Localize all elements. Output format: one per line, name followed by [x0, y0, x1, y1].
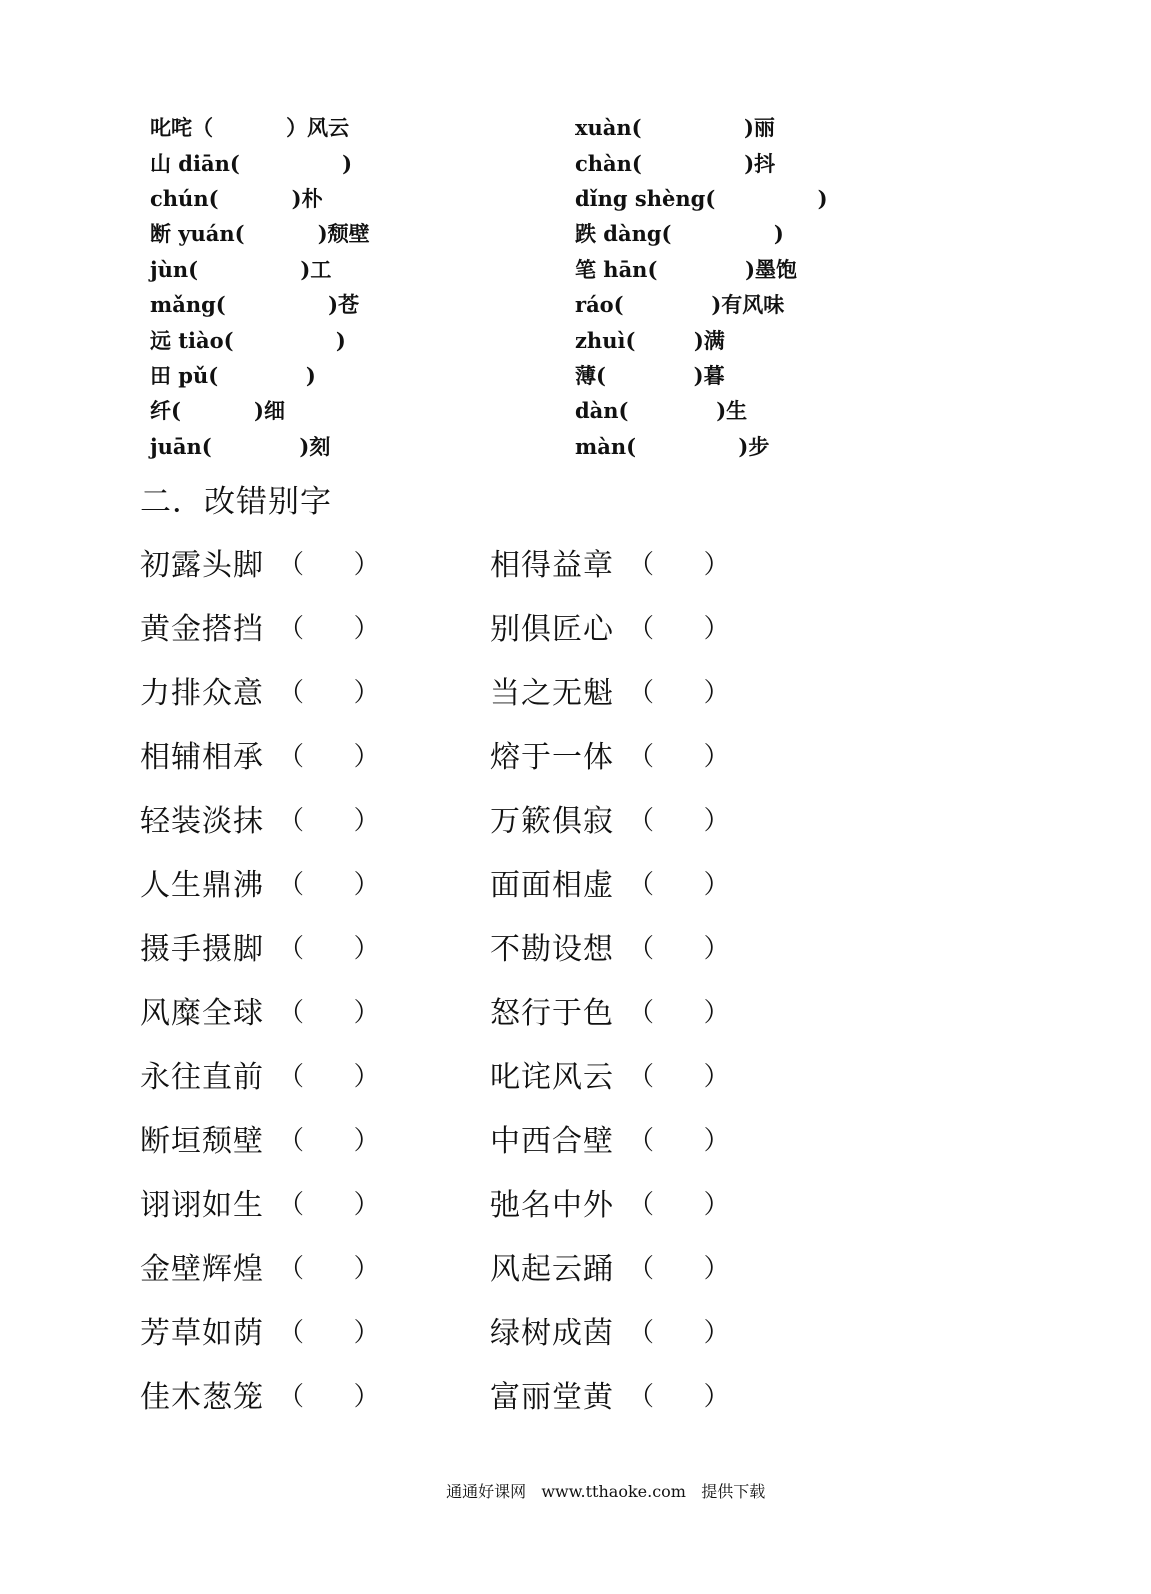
idiom-item: [140, 1308, 490, 1352]
pinyin-item: 薄( )暮: [575, 362, 725, 388]
idiom-text: 弛名中外: [490, 1188, 614, 1223]
idiom-text: 别俱匠心: [490, 612, 614, 647]
idiom-item: [490, 1244, 840, 1288]
answer-blank: （ ）: [628, 677, 730, 708]
idiom-item: [490, 1180, 840, 1224]
answer-blank: （ ）: [278, 1317, 380, 1348]
idiom-text: 永往直前: [140, 1060, 264, 1095]
idiom-row: [140, 1106, 840, 1170]
pinyin-item: màn( )步: [575, 433, 770, 459]
answer-blank: （ ）: [628, 933, 730, 964]
idiom-text: 叱诧风云: [490, 1060, 614, 1095]
answer-blank: （ ）: [278, 1061, 380, 1092]
idiom-item: [140, 924, 490, 968]
pinyin-item: 远 tiào( ): [150, 327, 346, 353]
idiom-item: [140, 1372, 490, 1416]
idiom-item: [490, 1372, 840, 1416]
answer-blank: （ ）: [628, 741, 730, 772]
idiom-row: [140, 978, 840, 1042]
pinyin-row: [150, 145, 910, 180]
answer-blank: （ ）: [278, 677, 380, 708]
idiom-row: [140, 530, 840, 594]
idiom-correction-grid: [140, 530, 840, 1426]
idiom-row: [140, 1170, 840, 1234]
pinyin-item: ráo( )有风味: [575, 292, 785, 318]
answer-blank: （ ）: [278, 613, 380, 644]
idiom-row: [140, 786, 840, 850]
answer-blank: （ ）: [628, 1061, 730, 1092]
idiom-item: [140, 604, 490, 648]
idiom-row: [140, 850, 840, 914]
idiom-row: [140, 914, 840, 978]
idiom-text: 佳木葱笼: [140, 1380, 264, 1415]
pinyin-item: 叱咤（ ）风云: [150, 115, 350, 141]
idiom-text: 金壁辉煌: [140, 1252, 264, 1287]
idiom-text: 熔于一体: [490, 740, 614, 775]
idiom-text: 面面相虚: [490, 868, 614, 903]
idiom-item: [490, 924, 840, 968]
answer-blank: （ ）: [278, 1381, 380, 1412]
answer-blank: （ ）: [278, 1189, 380, 1220]
pinyin-row: [150, 287, 910, 322]
idiom-item: [140, 860, 490, 904]
answer-blank: （ ）: [628, 805, 730, 836]
answer-blank: （ ）: [278, 805, 380, 836]
answer-blank: （ ）: [278, 1125, 380, 1156]
pinyin-item: chàn( )抖: [575, 150, 776, 176]
idiom-text: 人生鼎沸: [140, 868, 264, 903]
idiom-text: 力排众意: [140, 676, 264, 711]
idiom-text: 中西合壁: [490, 1124, 614, 1159]
idiom-item: [490, 860, 840, 904]
idiom-item: [140, 796, 490, 840]
pinyin-item: 山 diān( ): [150, 150, 353, 176]
idiom-item: [140, 1116, 490, 1160]
footer: [0, 1460, 1151, 1521]
idiom-text: 摄手摄脚: [140, 932, 264, 967]
idiom-item: [490, 732, 840, 776]
idiom-text: 断垣颓壁: [140, 1124, 264, 1159]
idiom-item: [140, 732, 490, 776]
idiom-text: 黄金搭挡: [140, 612, 264, 647]
pinyin-item: jùn( )工: [150, 256, 332, 282]
section-title-correction: 二．改错别字: [140, 484, 332, 520]
answer-blank: （ ）: [628, 869, 730, 900]
pinyin-row: [150, 110, 910, 145]
idiom-text: 不勘设想: [490, 932, 614, 967]
idiom-item: [140, 540, 490, 584]
idiom-item: [140, 1244, 490, 1288]
idiom-item: [490, 668, 840, 712]
answer-blank: （ ）: [628, 1317, 730, 1348]
idiom-row: [140, 1042, 840, 1106]
pinyin-row: [150, 429, 910, 464]
pinyin-item: 田 pǔ( ): [150, 362, 316, 388]
idiom-item: [490, 988, 840, 1032]
idiom-item: [490, 1116, 840, 1160]
idiom-text: 绿树成茵: [490, 1316, 614, 1351]
idiom-text: 轻装淡抹: [140, 804, 264, 839]
idiom-item: [140, 668, 490, 712]
idiom-text: 相辅相承: [140, 740, 264, 775]
idiom-item: [490, 604, 840, 648]
answer-blank: （ ）: [278, 549, 380, 580]
pinyin-item: mǎng( )苍: [150, 292, 360, 318]
idiom-row: [140, 722, 840, 786]
idiom-item: [490, 1308, 840, 1352]
idiom-text: 芳草如荫: [140, 1316, 264, 1351]
pinyin-item: xuàn( )丽: [575, 115, 775, 141]
pinyin-row: [150, 216, 910, 251]
answer-blank: （ ）: [278, 869, 380, 900]
idiom-text: 初露头脚: [140, 548, 264, 583]
pinyin-row: [150, 393, 910, 428]
answer-blank: （ ）: [628, 549, 730, 580]
pinyin-row: [150, 181, 910, 216]
idiom-item: [490, 796, 840, 840]
idiom-item: [140, 1052, 490, 1096]
pinyin-item: chún( )朴: [150, 185, 323, 211]
idiom-row: [140, 594, 840, 658]
pinyin-item: 跌 dàng( ): [575, 221, 784, 247]
pinyin-item: zhuì( )满: [575, 327, 725, 353]
idiom-row: [140, 1362, 840, 1426]
pinyin-item: 纤( )细: [150, 398, 285, 424]
answer-blank: （ ）: [628, 613, 730, 644]
pinyin-row: [150, 322, 910, 357]
pinyin-item: 断 yuán( )颓壁: [150, 221, 370, 247]
idiom-item: [490, 1052, 840, 1096]
answer-blank: （ ）: [628, 1381, 730, 1412]
pinyin-item: 笔 hān( )墨饱: [575, 256, 798, 282]
answer-blank: （ ）: [278, 933, 380, 964]
idiom-text: 当之无魁: [490, 676, 614, 711]
idiom-text: 诩诩如生: [140, 1188, 264, 1223]
pinyin-fill-grid: [150, 110, 910, 464]
idiom-row: [140, 1234, 840, 1298]
idiom-item: [490, 540, 840, 584]
answer-blank: （ ）: [628, 997, 730, 1028]
idiom-item: [140, 988, 490, 1032]
idiom-text: 相得益章: [490, 548, 614, 583]
pinyin-item: dàn( )生: [575, 398, 748, 424]
answer-blank: （ ）: [278, 997, 380, 1028]
idiom-text: 风糜全球: [140, 996, 264, 1031]
idiom-row: [140, 658, 840, 722]
idiom-text: 富丽堂黄: [490, 1380, 614, 1415]
pinyin-row: [150, 358, 910, 393]
footer-credit: 通通好课网 www.tthaoke.com 提供下载: [446, 1482, 766, 1501]
answer-blank: （ ）: [278, 741, 380, 772]
idiom-text: 万簌俱寂: [490, 804, 614, 839]
idiom-text: 怒行于色: [490, 996, 614, 1031]
pinyin-item: juān( )刻: [150, 433, 331, 459]
answer-blank: （ ）: [628, 1189, 730, 1220]
pinyin-row: [150, 252, 910, 287]
idiom-row: [140, 1298, 840, 1362]
idiom-text: 风起云踊: [490, 1252, 614, 1287]
idiom-item: [140, 1180, 490, 1224]
answer-blank: （ ）: [628, 1253, 730, 1284]
answer-blank: （ ）: [628, 1125, 730, 1156]
answer-blank: （ ）: [278, 1253, 380, 1284]
pinyin-item: dǐng shèng( ): [575, 185, 828, 211]
